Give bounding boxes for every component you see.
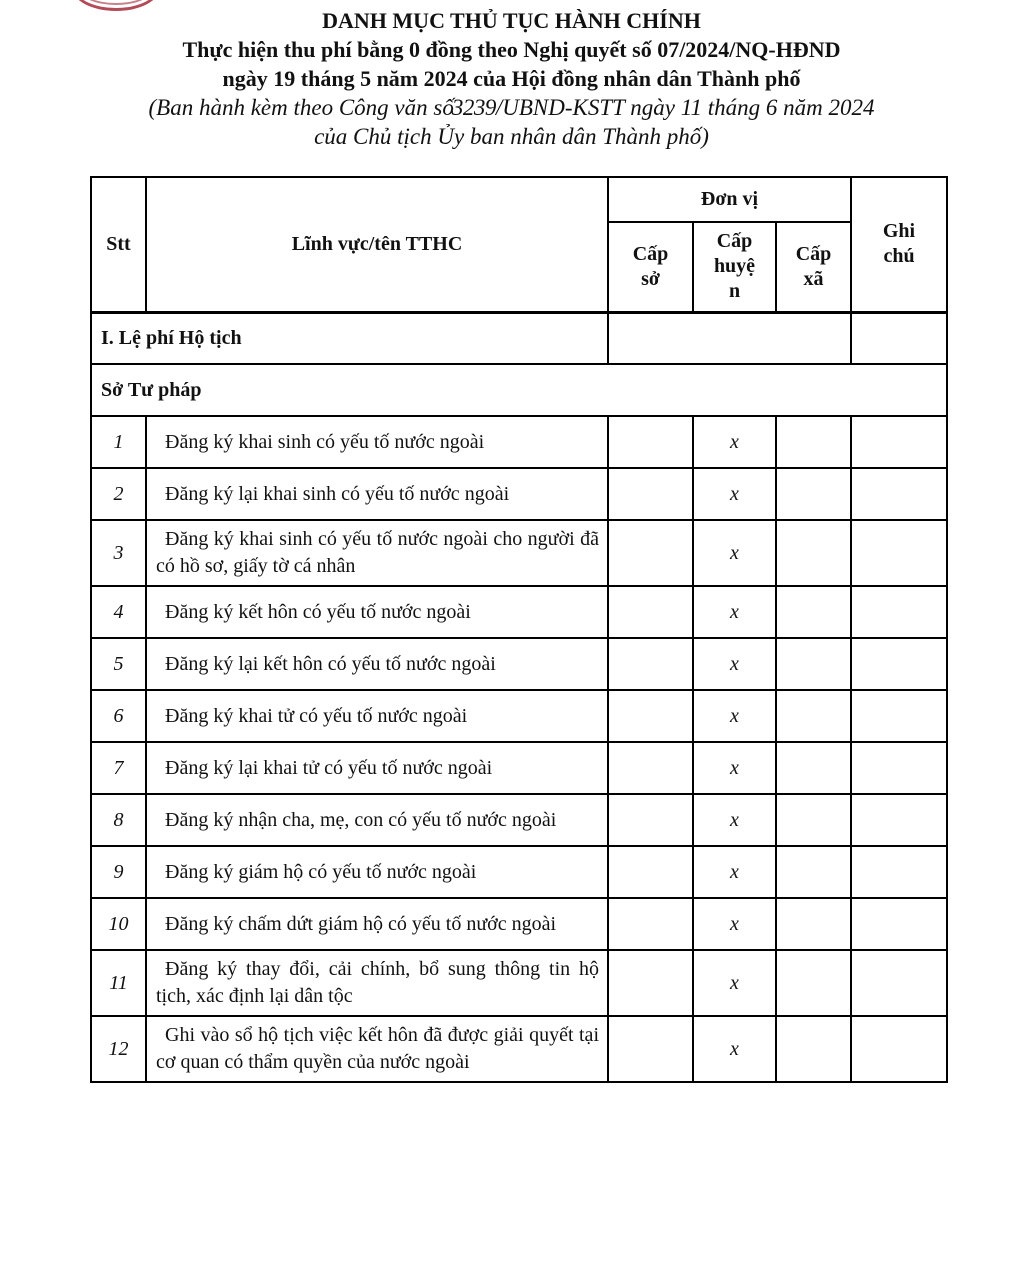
header-don-vi: Đơn vị [608, 177, 851, 222]
stt-cell: 6 [91, 690, 146, 742]
cap-xa-cell [776, 638, 851, 690]
cap-huyen-cell: x [693, 520, 776, 586]
cap-so-cell [608, 950, 693, 1016]
header-stt: Stt [91, 177, 146, 312]
ghi-chu-cell [851, 1016, 947, 1082]
table-row [91, 742, 947, 794]
cap-so-cell [608, 794, 693, 846]
section-units-cell [608, 312, 851, 364]
table-row [91, 898, 947, 950]
cap-huyen-cell: x [693, 468, 776, 520]
header-cap-so: Cấp sở [608, 222, 693, 312]
stt-cell: 9 [91, 846, 146, 898]
cap-huyen-cell: x [693, 846, 776, 898]
cap-so-cell [608, 1016, 693, 1082]
doc-subtitle-line-1 [0, 93, 1023, 122]
procedure-name-cell: Đăng ký chấm dứt giám hộ có yếu tố nước ngoài [146, 898, 608, 950]
cap-huyen-cell: x [693, 1016, 776, 1082]
header-linh-vuc: Lĩnh vực/tên TTHC [146, 177, 608, 312]
procedure-name-cell: Đăng ký khai sinh có yếu tố nước ngoài [146, 416, 608, 468]
header-cap-huyen: Cấp huyện [693, 222, 776, 312]
stt-cell: 7 [91, 742, 146, 794]
procedure-name-cell: Đăng ký lại kết hôn có yếu tố nước ngoài [146, 638, 608, 690]
cap-xa-cell [776, 898, 851, 950]
document-header [0, 0, 1023, 151]
cap-huyen-cell: x [693, 794, 776, 846]
cap-xa-cell [776, 690, 851, 742]
cap-xa-cell [776, 1016, 851, 1082]
ghi-chu-cell [851, 794, 947, 846]
table-header [91, 177, 947, 312]
ghi-chu-cell [851, 468, 947, 520]
cap-huyen-cell: x [693, 898, 776, 950]
ghi-chu-cell [851, 742, 947, 794]
ghi-chu-cell [851, 950, 947, 1016]
table-row [91, 586, 947, 638]
subtitle-suffix: /UBND-KSTT ngày 11 tháng 6 năm 2024 [495, 95, 875, 120]
procedure-name-cell: Đăng ký nhận cha, mẹ, con có yếu tố nước ngoài [146, 794, 608, 846]
cap-xa-cell [776, 520, 851, 586]
ghi-chu-cell [851, 638, 947, 690]
cap-xa-cell [776, 468, 851, 520]
procedure-name-cell: Ghi vào sổ hộ tịch việc kết hôn đã được giải quyết tại cơ quan có thẩm quyền của nước ngoài [146, 1016, 608, 1082]
procedure-name-cell: Đăng ký lại khai sinh có yếu tố nước ngoài [146, 468, 608, 520]
header-row-group [91, 177, 947, 222]
cap-huyen-cell: x [693, 950, 776, 1016]
table-row [91, 468, 947, 520]
cap-xa-cell [776, 586, 851, 638]
stt-cell: 11 [91, 950, 146, 1016]
table-row [91, 1016, 947, 1082]
ghi-chu-cell [851, 846, 947, 898]
table-row [91, 520, 947, 586]
ghi-chu-cell [851, 898, 947, 950]
cap-so-cell [608, 898, 693, 950]
procedure-name-cell: Đăng ký lại khai tử có yếu tố nước ngoài [146, 742, 608, 794]
subtitle-document-number: 3239 [451, 95, 496, 120]
table-row [91, 690, 947, 742]
section-label: Sở Tư pháp [91, 364, 947, 416]
cap-huyen-cell: x [693, 586, 776, 638]
section-note-cell [851, 312, 947, 364]
stt-cell: 2 [91, 468, 146, 520]
stt-cell: 4 [91, 586, 146, 638]
ghi-chu-cell [851, 520, 947, 586]
cap-huyen-cell: x [693, 638, 776, 690]
doc-title-line-2: Thực hiện thu phí bằng 0 đồng theo Nghị quyết số 07/2024/NQ-HĐND [182, 37, 841, 62]
ghi-chu-cell [851, 690, 947, 742]
subtitle-prefix: (Ban hành kèm theo Công văn số [148, 95, 454, 120]
table-row [91, 950, 947, 1016]
doc-title-line-3: ngày 19 tháng 5 năm 2024 của Hội đồng nhân dân Thành phố [222, 66, 801, 91]
section-row-le-phi-ho-tich [91, 312, 947, 364]
stt-cell: 8 [91, 794, 146, 846]
procedure-name-cell: Đăng ký thay đổi, cải chính, bổ sung thông tin hộ tịch, xác định lại dân tộc [146, 950, 608, 1016]
doc-subtitle-line-2: của Chủ tịch Ủy ban nhân dân Thành phố) [314, 124, 709, 149]
procedure-name-cell: Đăng ký khai tử có yếu tố nước ngoài [146, 690, 608, 742]
cap-xa-cell [776, 846, 851, 898]
procedure-name-cell: Đăng ký kết hôn có yếu tố nước ngoài [146, 586, 608, 638]
section-label: I. Lệ phí Hộ tịch [91, 312, 608, 364]
cap-so-cell [608, 468, 693, 520]
cap-so-cell [608, 638, 693, 690]
table-row [91, 416, 947, 468]
header-cap-xa: Cấp xã [776, 222, 851, 312]
table-row [91, 846, 947, 898]
cap-so-cell [608, 520, 693, 586]
cap-so-cell [608, 846, 693, 898]
procedure-name-cell: Đăng ký khai sinh có yếu tố nước ngoài cho người đã có hồ sơ, giấy tờ cá nhân [146, 520, 608, 586]
ghi-chu-cell [851, 416, 947, 468]
cap-xa-cell [776, 950, 851, 1016]
table-row [91, 794, 947, 846]
cap-huyen-cell: x [693, 416, 776, 468]
table-body [91, 312, 947, 1082]
cap-xa-cell [776, 794, 851, 846]
ghi-chu-cell [851, 586, 947, 638]
doc-title-line-1: DANH MỤC THỦ TỤC HÀNH CHÍNH [322, 8, 701, 33]
stt-cell: 5 [91, 638, 146, 690]
cap-so-cell [608, 690, 693, 742]
cap-so-cell [608, 586, 693, 638]
table-row [91, 638, 947, 690]
section-row-so-tu-phap [91, 364, 947, 416]
stt-cell: 3 [91, 520, 146, 586]
cap-xa-cell [776, 416, 851, 468]
stt-cell: 10 [91, 898, 146, 950]
header-ghi-chu: Ghi chú [851, 177, 947, 312]
stt-cell: 12 [91, 1016, 146, 1082]
procedures-table [90, 176, 948, 1083]
procedure-name-cell: Đăng ký giám hộ có yếu tố nước ngoài [146, 846, 608, 898]
cap-xa-cell [776, 742, 851, 794]
stt-cell: 1 [91, 416, 146, 468]
cap-huyen-cell: x [693, 690, 776, 742]
cap-so-cell [608, 742, 693, 794]
cap-so-cell [608, 416, 693, 468]
cap-huyen-cell: x [693, 742, 776, 794]
procedures-table-container [90, 176, 948, 1083]
